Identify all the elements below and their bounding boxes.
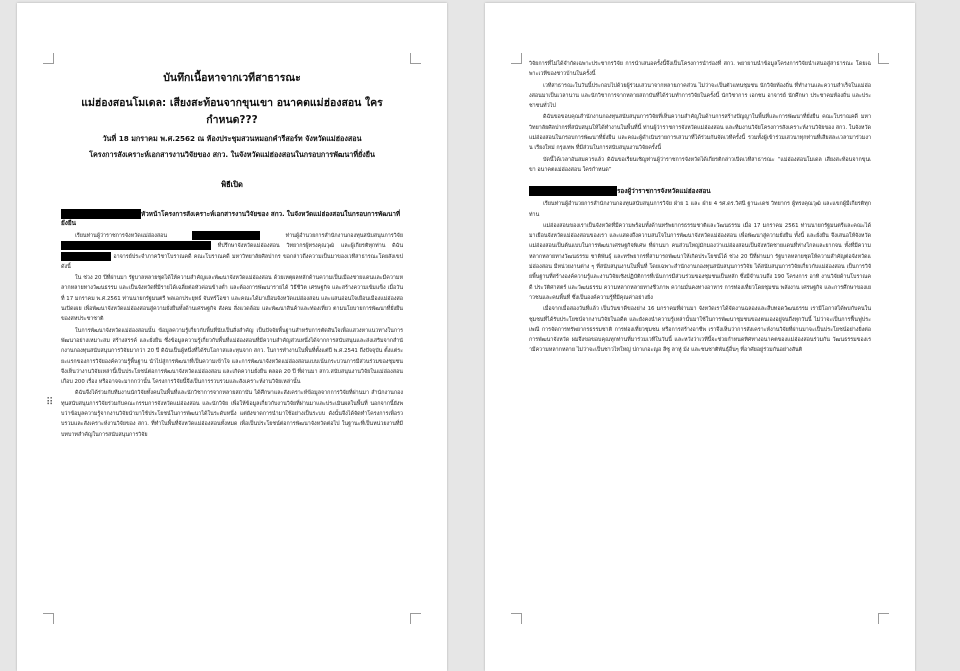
section-heading: [529, 186, 871, 196]
document-page-left: [17, 3, 447, 671]
crop-mark: [410, 613, 421, 624]
redacted-name: [61, 241, 211, 250]
crop-mark: [511, 53, 522, 64]
crop-mark: [410, 53, 421, 64]
crop-mark: [43, 613, 54, 624]
crop-mark: [43, 53, 54, 64]
redacted-name: [61, 252, 111, 261]
page-body[interactable]: [61, 63, 403, 441]
paragraph-text: ท่านผู้อำนวยการสำนักงานกองทุนสนับสนุนการวิจัย: [285, 233, 403, 239]
redacted-name: [61, 209, 141, 219]
paragraph: แม่ฮ่องสอนของเราเป็นจังหวัดที่มีความพร้อมทั้งด้านทรัพยากรธรรมชาติและวัฒนธรรม เมื่อ 17 มกราคม 2561 ท่านนายกรัฐมนตรีและคณะได้มาเยือนจังหวัดแม่ฮ่องสอนของเรา และแสดงถึงความสนใจในการพัฒนาจังหวัดแม่ฮ่องสอน เพื่อพัฒนาสู่ความยั่งยืน ทั้งนี้ และยั่งยืน จึงเสนอให้จังหวัดแม่ฮ่องสอนเป็นต้นแบบในการพัฒนาเศรษฐกิจพิเศษ ที่ผ่านมา คนส่วนใหญ่มักมองว่าแม่ฮ่องสอนเป็นจังหวัดชายแดนที่ห่างไกลและยากจน ทั้งที่มีความหลากหลายทางวัฒนธรรม ชาติพันธุ์ และทรัพยากรที่สามารถพัฒนาให้เกิดประโยชน์ได้ ช่วง 20 ปีที่ผ่านมา รัฐบาลหลายชุดให้ความสำคัญต่อจังหวัดแม่ฮ่องสอน มีหน่วยงานต่าง ๆ ที่สนับสนุนงานในพื้นที่ โดยเฉพาะสำนักงานกองทุนสนับสนุนการวิจัย ได้สนับสนุนการวิจัยเกี่ยวกับแม่ฮ่องสอน เป็นการวิจัยพื้นฐานที่สร้างองค์ความรู้และงานวิจัยเชิงปฏิบัติการที่เน้นการมีส่วนร่วมของชุมชนเป็นหลัก ซึ่งมีจำนวนถึง 190 โครงการ อาทิ งานวิจัยด้านโบราณคดี ประวัติศาสตร์ และวัฒนธรรม ความหลากหลายทางชีวภาพ ความมั่นคงทางอาหาร การท่องเที่ยวโดยชุมชน พลังงาน เศรษฐกิจ และการศึกษาของเยาวชนและคนพื้นที่ ซึ่งเป็นองค์ความรู้ที่มีคุณค่าอย่างยิ่ง: [529, 222, 871, 301]
drag-handle-icon[interactable]: ⠿: [46, 397, 53, 408]
redacted-name: [529, 186, 617, 196]
crop-mark: [878, 613, 889, 624]
paragraph: เรียนท่านผู้อำนวยการสำนักงานกองทุนสนับสนุนการวิจัย ฝ่าย 1 และ ฝ่าย 4 รศ.ดร.วิศนี ฐานะเดช วิทยากร ผู้ทรงคุณวุฒิ และแขกผู้มีเกียรติทุกท่าน: [529, 201, 871, 218]
section-heading-text: หัวหน้าโครงการสังเคราะห์เอกสารงานวิจัยของ สกว. ในจังหวัดแม่ฮ่องสอนในกรอบการพัฒนาที่ยั่งยืน: [61, 210, 401, 227]
paragraph-text: เรียนท่านผู้ว่าราชการจังหวัดแม่ฮ่องสอน: [75, 233, 168, 239]
paragraph: [61, 231, 403, 272]
project-name: โครงการสังเคราะห์เอกสารงานวิจัยของ สกว. ในจังหวัดแม่ฮ่องสอนในกรอบการพัฒนาที่ยั่งยืน: [89, 150, 375, 159]
document-page-right: [485, 3, 915, 671]
paragraph: ในการพัฒนาจังหวัดแม่ฮ่องสอนนั้น ข้อมูลความรู้เกี่ยวกับพื้นที่นับเป็นสิ่งสำคัญ เป็นปัจจัยพื้นฐานสำหรับการตัดสินใจเพื่อแสวงหาแนวทางในการพัฒนาอย่างเหมาะสม สร้างสรรค์ และยั่งยืน ซึ่งข้อมูลความรู้เกี่ยวกับพื้นที่แม่ฮ่องสอนที่มีความสำคัญส่วนหนึ่งได้จากการสนับสนุนและส่งเสริมจากสำนักงานกองทุนสนับสนุนการวิจัยมากว่า 20 ปี ดิฉันเป็นผู้หนึ่งที่ได้รับโอกาสและทุนจาก สกว. ในการทำงานในพื้นที่ตั้งแต่ปี พ.ศ.2541 ถึงปัจจุบัน ตั้งแต่ระยะแรกของการวิจัยองค์ความรู้พื้นฐาน นำไปสู่การพัฒนาที่เป็นความเข้าใจ และการพัฒนาจังหวัดแม่ฮ่องสอนแบบเน้นกระบวนการมีส่วนร่วมของชุมชน จึงเห็นว่างานวิจัยเหล่านี้เป็นประโยชน์ต่อการพัฒนาจังหวัดแม่ฮ่องสอน และเกิดความยั่งยืน ตลอด 20 ปี ที่ผ่านมา สกว.สนับสนุนงานวิจัยในแม่ฮ่องสอนเกือบ 200 เรื่อง หรืออาจจะมากกว่านั้น โครงการวิจัยนี้จึงเป็นการรวบรวมและสังเคราะห์งานวิจัยเหล่านั้น: [61, 327, 403, 386]
redacted-name: [192, 231, 260, 240]
page-body[interactable]: [529, 59, 871, 357]
paragraph: ดิฉันขอขอบคุณสำนักงานกองทุนสนับสนุนการวิจัยที่เห็นความสำคัญในด้านการสร้างปัญญาในพื้นที่และการพัฒนาที่ยั่งยืน คณะโบราณคดี มหาวิทยาลัยศิลปากรที่สนับสนุนให้ได้ทำงานในพื้นที่นี้ ท่านผู้ว่าราชการจังหวัดแม่ฮ่องสอน และทีมงานวิจัยโครงการสังเคราะห์งานวิจัยของ สกว. ในจังหวัดแม่ฮ่องสอนในกรอบการพัฒนาที่ยั่งยืน และคณะผู้ดำเนินรายการเสวนาที่ได้ร่วมกันจัดเวทีครั้งนี้ รวมทั้งผู้เข้าร่วมเสวนาทุกท่านที่เสียสละเวลามาร่วมงาน เรียงใหม่ กรุงเทพ ที่มีส่วนในการสนับสนุนงานวิจัยครั้งนี้: [529, 114, 871, 152]
paragraph: เวทีสาธารณะในวันนี้ประกอบไปด้วยผู้ร่วมเสวนาจากหลายภาคส่วน ไม่ว่าจะเป็นตัวแทนชุมชน นักวิจัยท้องถิ่น ที่ทำงานและความสำเร็จในแม่ฮ่องสอนมาเป็นเวลานาน และนักวิชาการจากหลายสถาบันที่ได้ร่วมทำการวิจัยในครั้งนี้ นักวิชาการ เอกชน อาจารย์ นักศึกษา ประชาคมท้องถิ่น และประชาชนทั่วไป: [529, 82, 871, 110]
section-heading: [61, 209, 403, 228]
crop-mark: [878, 53, 889, 64]
section-heading-text: รองผู้ว่าราชการจังหวัดแม่ฮ่องสอน: [617, 187, 711, 196]
paragraph: เมื่อจากเมื่อสองวันที่แล้ว เป็นวันขาดีของย่าง 16 มกราคมที่ผ่านมา จังหวัดเราได้จัดงานฉลองและสืบทอดวัฒนธรรม เรามีโอกาสได้พบกับคนในชุมชนที่ได้รับประโยชน์จากงานวิจัยในอดีต และยังคงนำความรู้เหล่านั้นมาใช้ในการพัฒนาชุมชนของตนเองอยู่จนถึงทุกวันนี้ ไม่ว่าจะเป็นการฟื้นฟูประเพณี การจัดการทรัพยากรธรรมชาติ การท่องเที่ยวชุมชน หรือการสร้างอาชีพ เราจึงเห็นว่าการสังเคราะห์งานวิจัยที่ผ่านมาจะเป็นประโยชน์อย่างยิ่งต่อการพัฒนาจังหวัด ผมจึงขอขอบคุณทุกท่านที่มาร่วมเวทีในวันนี้ และหวังว่าเวทีนี้จะช่วยกำหนดทิศทางอนาคตของแม่ฮ่องสอนร่วมกัน วัฒนธรรมของเรามีความหลากหลาย ไม่ว่าจะเป็นชาวไทใหญ่ ปกาเกอะญอ ลีซู ลาหู่ ม้ง และชนชาติพันธุ์อื่นๆ ที่อาศัยอยู่ร่วมกันอย่างสันติ: [529, 306, 871, 354]
paragraph: ใน ช่วง 20 ปีที่ผ่านมา รัฐบาลหลายชุดได้ให้ความสำคัญและพัฒนาจังหวัดแม่ฮ่องสอน ด้วยเหตุผลหลักด้านความเป็นเมืองชายแดนและมีความหลากหลายทางวัฒนธรรม และเป็นจังหวัดที่มีรายได้เฉลี่ยต่อหัวค่อนข้างต่ำ และต้องการพัฒนารายได้ วิธีชีวิต เศรษฐกิจ และสร้างความเข้มแข็ง เมื่อวันที่ 17 มกราคม พ.ศ.2561 ท่านนายกรัฐมนตรี พลเอกประยุทธ์ จันทร์โอชา และคณะได้มาเยือนจังหวัดแม่ฮ่องสอน และแสนอ่อนใจเยือนเมืองแม่ฮ่องสอนเปิดเผย เพื่อพัฒนาจังหวัดแม่ฮ่องสอนสู่ความยั่งยืนทั้งด้านเศรษฐกิจ สังคม สิ่งแวดล้อม และพัฒนาสินค้าและท่องเที่ยว ตามนโยบายการพัฒนาที่ยั่งยืนของสหประชาชาติ: [61, 275, 403, 323]
document-title: บันทึกเนื้อหาจากเวทีสาธารณะ: [163, 72, 301, 84]
paragraph-text: อาจารย์ประจำภาควิชาโบราณคดี คณะโบราณคดี มหาวิทยาลัยศิลปากร ขอกล่าวถึงความเป็นมาของเวทีสาธารณะโดยสังเขปดังนี้: [61, 253, 403, 270]
paragraph: ดิฉันจึงได้ร่วมกับทีมงานนักวิจัยทั้งคนในพื้นที่และนักวิชาการจากหลายสถาบัน ได้ศึกษาและสังเคราะห์ข้อมูลจากการวิจัยที่ผ่านมา สำนักงานกองทุนสนับสนุนการวิจัยร่วมกับคณะกรรมการจังหวัดแม่ฮ่องสอน และนักวิจัย เพื่อให้ข้อมูลเกี่ยวกับงานวิจัยที่ผ่านมาและประเมินผลในพื้นที่ นอกจากนี้ยังพบว่าข้อมูลความรู้จากงานวิจัยนำมาใช้ประโยชน์ในการพัฒนาได้ในระดับหนึ่ง แต่ยังขาดการนำมาใช้อย่างเป็นระบบ ดังนั้นจึงได้จัดทำโครงการเพื่อรวบรวมและสังเคราะห์งานวิจัยของ สกว. ที่ทำในพื้นที่จังหวัดแม่ฮ่องสอนทั้งหมด เพื่อเป็นประโยชน์ต่อการพัฒนาจังหวัดต่อไป ในฐานะที่เป็นหน่วยงานที่มีบทบาทสำคัญในการสนับสนุนการวิจัย: [61, 390, 403, 438]
opening-label: พิธีเปิด: [221, 180, 243, 189]
paragraph-text: ที่ปรึกษาจังหวัดแม่ฮ่องสอน วิทยากรผู้ทรงคุณวุฒิ และผู้เกียรติทุกท่าน ดิฉัน: [217, 243, 403, 250]
document-title-block: [61, 69, 403, 161]
paragraph: บัดนี้ได้เวลาอันสมควรแล้ว ดิฉันขอเรียนเชิญท่านผู้ว่าราชการจังหวัดได้เกียรติกล่าวเปิดเวทีสาธารณะ “แม่ฮ่องสอนโมเดล เสียงสะท้อนจากขุนเขา อนาคตแม่ฮ่องสอน ใครกำหนด”: [529, 156, 871, 173]
paragraph: วิจัยการที่ไม่ได้จำกัดเฉพาะประชากรวิจัย การนำเสนอครั้งนี้จึงเป็นโครงการนำร่องที่ สกว. พยายามนำข้อมูลโครงการวิจัยนำเสนอสู่สาธารณะ โดยเฉพาะเวทีของชาวบ้านในครั้งนี้: [529, 61, 871, 78]
document-subtitle: แม่ฮ่องสอนโมเดล: เสียงสะท้อนจากขุนเขา อนาคตแม่ฮ่องสอน ใครกำหนด???: [81, 97, 383, 126]
event-date-venue: วันที่ 18 มกราคม พ.ศ.2562 ณ ห้องประชุมสวนหมอกคำรีสอร์ท จังหวัดแม่ฮ่องสอน: [102, 134, 362, 143]
crop-mark: [511, 613, 522, 624]
